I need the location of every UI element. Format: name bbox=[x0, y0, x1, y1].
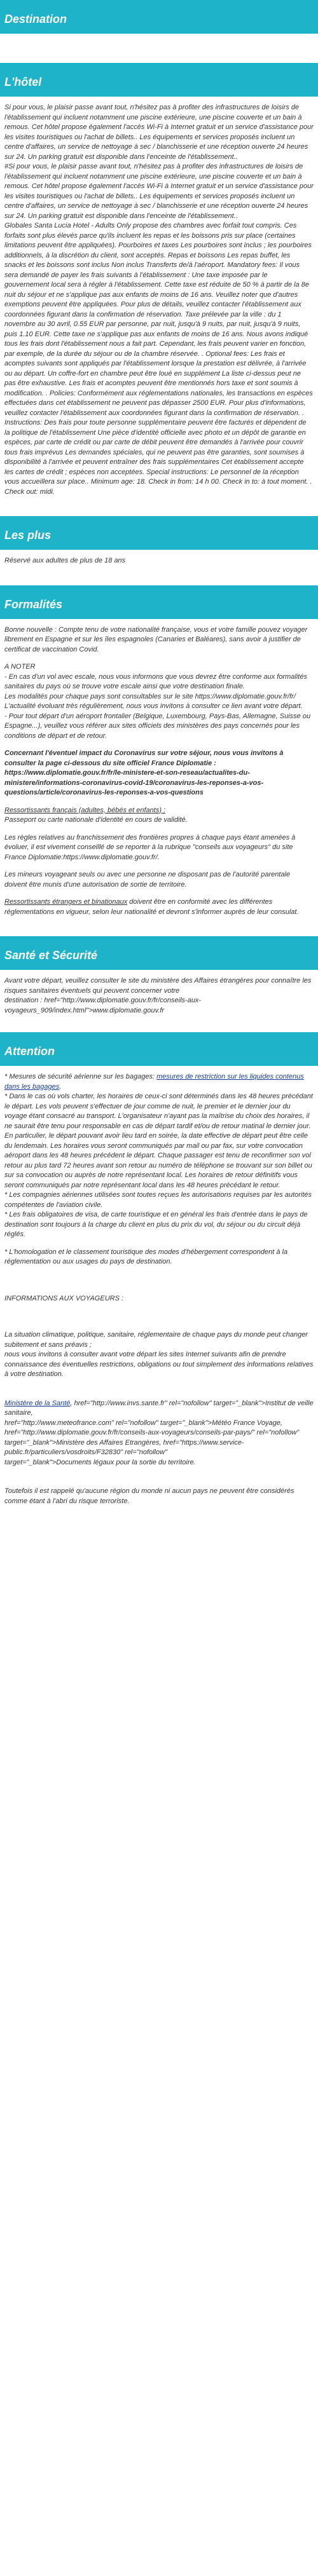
section-body-sante bbox=[0, 970, 318, 1032]
section-header-formalites: Formalités bbox=[0, 585, 318, 619]
spacer bbox=[4, 1275, 314, 1294]
hotel-paragraph-2: #Si pour vous, le plaisir passe avant tout, n'hésitez pas à profiter des infrastructures de loisirs de l'établissement qui incluent notamment une piscine extérieure, une piscine couverte et un bain à remous. Cet hôtel propose également l'accès Wi-Fi à Internet gratuit et un service d'assistance pour les visites touristiques ou l'achat de billets.. Les équipements et services proposés incluent un centre d'affaires, un service de nettoyage à sec / blanchisserie et une réception ouverte 24 heures sur 24. Un parking gratuit est disponible dans l'enceinte de l'établissement.. bbox=[4, 163, 314, 220]
info-voyageurs-links-rest: , href="http://www.invs.sante.fr" rel="nofollow" target="_blank">Institut de veille sanitaire, href="http://www.meteofrance.com" rel="nofollow" target="_blank">Météo France Voyage, href="http://www.diplomatie.gouv.fr/fr/conseils-aux-voyageurs/conseils-par-pays/" rel="nofollow" target="_blank">Ministère des Affaires Etrangères, href="https://www.service-public.fr/particuliers/vosdroits/F32830" rel="nofollow" target="_blank">Documents légaux pour la sortie du territoire. bbox=[4, 1399, 314, 1466]
hotel-paragraph-1: Si pour vous, le plaisir passe avant tout, n'hésitez pas à profiter des infrastructures de loisirs de l'établissement qui incluent notamment une piscine extérieure, une piscine couverte et un bain à remous. Cet hôtel propose également l'accès Wi-Fi à Internet gratuit et un service d'assistance pour les visites touristiques ou l'achat de billets.. Les équipements et services proposés incluent un centre d'affaires, un service de nettoyage à sec / blanchisserie et une réception ouverte 24 heures sur 24. Un parking gratuit est disponible dans l'enceinte de l'établissement.. bbox=[4, 104, 314, 161]
attention-homologation: * L'homologation et le classement touristique des modes d'hébergement correspondent à la réglementation ou aux usages du pays de destination. bbox=[4, 1248, 288, 1265]
formalites-note-heading: A NOTER bbox=[4, 663, 36, 671]
ministere-sante-link[interactable]: Ministère de la Santé bbox=[4, 1399, 71, 1407]
attention-vols-charter: * Dans le cas où vols charter, les horaires de ceux-ci sont déterminés dans les 48 heures précédant le départ. Les vols peuvent s'effectuer de jour comme de nuit, le premier et le dernier jour du voyage étant consacré au transport. L'organisateur n'ayant pas la maîtrise du choix des horaires, il ne saurait être tenu pour responsable en cas de départ tardif et/ou de retour matinal le dernier jour. En particulier, le départ pouvant avoir lieu tard en soirée, la date effective de départ peut être celle du lendemain. Les horaires vous seront communiqués par mail ou par fax, sur votre convocation aéroport dans les 48 heures précédent le départ. Chaque passager est tenu de reconfirmer son vol retour au plus tard 72 heures avant son retour au numéro de téléphone se trouvant sur son billet ou sur sa convocation ou auprès de notre représentant local. Les horaires de retour définitifs vous seront communiqués par notre représentant local dans les 48 heures précédant le retour. * Les compagnies aériennes utilisées sont toutes reçues les autorisations requises par les autorités compétentes de l'aviation civile. bbox=[4, 1093, 313, 1209]
formalites-mineurs: Les mineurs voyageant seuls ou avec une personne ne disposant pas de l'autorité parentale doivent être munis d'une autorisation de sortie de territoire. bbox=[4, 871, 291, 889]
attention-bagages bbox=[4, 1072, 314, 1092]
spacer bbox=[4, 1380, 314, 1399]
section-header-destination: Destination bbox=[0, 0, 318, 34]
formalites-regles: Les règles relatives au franchissement des frontières propres à chaque pays étant amenées à évoluer, il est vivement conseillé de se reporter à la rubrique "conseils aux voyageurs" du site France Diplomatie:https://www.diplomatie.gouv.fr/. bbox=[4, 833, 296, 861]
attention-bagages-suffix: . bbox=[59, 1082, 62, 1091]
section-body-attention bbox=[0, 1066, 318, 1525]
info-voyageurs-links bbox=[4, 1399, 314, 1468]
formalites-intro: Bonne nouvelle : Compte tenu de votre nationalité française, vous et votre famille pouvez voyager librement en Espagne et sur les îles espagnoles (Canaries et Baléares), sans avoir à justifier de certificat de vaccination Covid. bbox=[4, 625, 308, 653]
attention-terrorisme: Toutefois il est rappelé qu'aucune région du monde ni aucun pays ne peuvent être considérés comme étant à l'abri du risque terroriste. bbox=[4, 1487, 294, 1505]
section-header-attention: Attention bbox=[0, 1032, 318, 1066]
bagages-restriction-link[interactable]: mesures de restriction sur les liquides contenus dans les bagages bbox=[4, 1073, 304, 1091]
section-header-hotel: L'hôtel bbox=[0, 63, 318, 97]
spacer bbox=[4, 1468, 314, 1487]
section-header-plus: Les plus bbox=[0, 516, 318, 550]
info-voyageurs-body: La situation climatique, politique, sanitaire, réglementaire de chaque pays du monde peut changer subitement et sans préavis ; nous vous invitons à consulter avant votre départ les sites Internet suivants afin de prendre connaissance des éventuelles restrictions, obligations ou tout simplement des informations relatives à votre destination. bbox=[4, 1331, 314, 1378]
sante-text: Avant votre départ, veuillez consulter le site du ministère des Affaires étrangères pour connaître les risques sanitaires éventuels qui peuvent concerner votre destination : href="http://www.diplomatie.gouv.fr/fr/conseils-aux-voyageurs_909/index.html">www.diplomatie.gouv.fr bbox=[4, 977, 312, 1014]
formalites-ressortissants-fr-heading: Ressortissants français (adultes, bébés et enfants) : bbox=[4, 806, 166, 814]
info-voyageurs-heading: INFORMATIONS AUX VOYAGEURS : bbox=[4, 1294, 124, 1302]
section-body-formalites bbox=[0, 619, 318, 937]
formalites-note-body: - En cas d'un vol avec escale, nous vous informons que vous devrez être conforme aux formalités sanitaires du pays où se trouve votre escale ainsi que votre destination finale. Les modalités pour chaque pays sont consultables sur le site https://www.diplomatie.gouv.fr/fr/ L'actualité évoluant très régulièrement, nous vous invitons à consulter ce lien avant votre départ. - Pour tout départ d'un aéroport frontalier (Belgique, Luxembourg, Pays-Bas, Allemagne, Suisse ou Espagne...), veuillez vous référer aux sites officiels des ministères des pays concernés pour les conditions de départ et de retour. bbox=[4, 672, 311, 740]
spacer bbox=[4, 1311, 314, 1330]
formalites-etrangers-heading: Ressortissants étrangers et binationaux bbox=[4, 898, 128, 906]
hotel-paragraph-3: Globales Santa Lucia Hotel - Adults Only propose des chambres avec forfait tout compris. Ces forfaits sont plus élevés parce qu'ils incluent les repas et les boissons pris sur place (certaines limitations peuvent être appliquées). Pourboires et taxes Les pourboires sont inclus ; les pourboires additionnels, à la discrétion du client, sont acceptés. Repas et boissons Les repas buffet, les snacks et les boissons sont inclus Non inclus Transferts de/à l'aéroport. Mandatory fees: Il vous sera demandé de payer les frais suivants à l'établissement : Une taxe imposée par le gouvernement local sera à régler à l'établissement. Cette taxe est réduite de 50 % à partir de la 8e nuit du séjour et ne s'applique pas aux enfants de moins de 16 ans. Veuillez noter que d'autres exemptions peuvent être appliquées. Pour plus de détails, veuillez contacter l'établissement aux coordonnées figurant dans la confirmation de réservation. Taxe prélevée par la ville : du 1 novembre au 30 avril, 0.55 EUR par personne, par nuit, jusqu'à 9 nuits, par nuit, jusqu'à 9 nuits, puis 1.10 EUR. Cette taxe ne s'applique pas aux enfants de moins de 16 ans. Nous avons indiqué tous les frais dont l'établissement nous a fait part. Cependant, les frais peuvent varier en fonction, par exemple, de la durée du séjour ou de la chambre réservée. . Optional fees: Les frais et acomptes suivants sont appliqués par l'établissement lorsque la prestation est délivrée, à l'arrivée ou au départ. Un coffre-fort en chambre peut être loué en supplément La liste ci-dessus peut ne pas être exhaustive. Les frais et acomptes peuvent être mentionnés hors taxe et sont soumis à modification. . Policies: Conformément aux réglementations nationales, les transactions en espèces effectuées dans cet établissement ne peuvent pas dépasser 2500 EUR. Pour plus d'informations, veuillez contacter l'établissement aux coordonnées figurant dans la confirmation de réservation. . Instructions: Des frais pour toute personne supplémentaire peuvent être facturés et dépendent de la politique de l'établissement Une pièce d'identité officielle avec photo et un dépôt de garantie en espèces, par carte de crédit ou par carte de débit peuvent être demandés à l'arrivée pour couvrir tous frais imprévus Les demandes spéciales, qui ne peuvent pas être garanties, sont soumises à disponibilité à l'arrivée et peuvent entraîner des frais supplémentaires Cet établissement accepte les cartes de crédit ; espèces non acceptées. Special instructions: Le personnel de la réception vous accueillera sur place.. Minimum age: 18. Check in from: 14 h 00. Check in to: à tout moment. . Check out: midi. bbox=[4, 222, 313, 496]
section-header-sante: Santé et Sécurité bbox=[0, 936, 318, 970]
formalites-etrangers-body: doivent être en conformité avec les différentes réglementations en vigueur, selon leur nationalité et devront s'informer auprès de leur consulat. bbox=[4, 898, 299, 916]
plus-text: Réservé aux adultes de plus de 18 ans bbox=[4, 557, 126, 564]
formalites-etrangers bbox=[4, 897, 314, 917]
section-body-hotel bbox=[0, 97, 318, 516]
section-body-plus bbox=[0, 550, 318, 585]
attention-frais-obligatoires: * Les frais obligatoires de visa, de carte touristique et en général les frais d'entrée dans le pays de destination sont toujours à la charge du client en plus du prix du vol, du séjour ou du circuit déjà réglés. bbox=[4, 1211, 308, 1238]
attention-bagages-prefix: * Mesures de sécurité aérienne sur les bagages: bbox=[4, 1073, 157, 1080]
formalites-covid-notice: Concernant l'éventuel impact du Coronavirus sur votre séjour, nous vous invitons à consulter la page ci-dessous du site officiel France Diplomatie : https://www.diplomatie.gouv.fr/fr/le-ministere-et-son-reseau/actualites-du-ministere/informations-coronavirus-covid-19/coronavirus-les-reponses-a-vos-questions/article/coronavirus-les-reponses-a-vos-questions bbox=[4, 749, 284, 796]
formalites-ressortissants-fr-body: Passeport ou carte nationale d'identité en cours de validité. bbox=[4, 816, 188, 824]
section-body-destination bbox=[0, 34, 318, 63]
